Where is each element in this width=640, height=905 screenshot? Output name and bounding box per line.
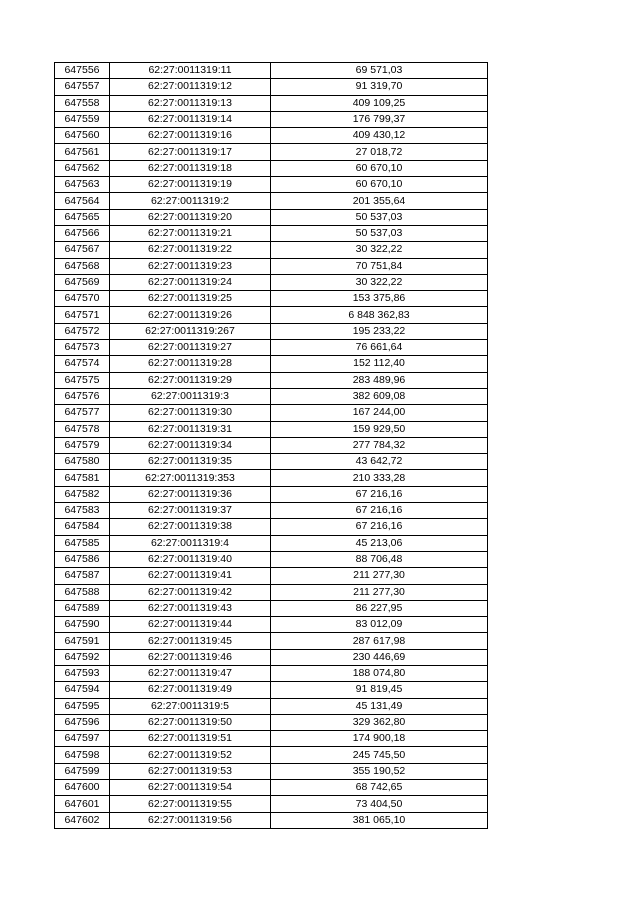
value-cell: 409 430,12 — [271, 128, 488, 144]
row-number-cell: 647583 — [55, 503, 110, 519]
value-cell: 67 216,16 — [271, 486, 488, 502]
cadastral-number-cell: 62:27:0011319:51 — [110, 731, 271, 747]
value-cell: 83 012,09 — [271, 617, 488, 633]
table-row — [55, 372, 488, 388]
row-number-cell: 647597 — [55, 731, 110, 747]
row-number-cell: 647558 — [55, 95, 110, 111]
value-cell: 287 617,98 — [271, 633, 488, 649]
row-number-cell: 647599 — [55, 763, 110, 779]
row-number-cell: 647574 — [55, 356, 110, 372]
value-cell: 382 609,08 — [271, 388, 488, 404]
table-row — [55, 193, 488, 209]
value-cell: 277 784,32 — [271, 437, 488, 453]
value-cell: 73 404,50 — [271, 796, 488, 812]
value-cell: 409 109,25 — [271, 95, 488, 111]
table-row — [55, 780, 488, 796]
value-cell: 195 233,22 — [271, 323, 488, 339]
row-number-cell: 647584 — [55, 519, 110, 535]
row-number-cell: 647589 — [55, 600, 110, 616]
cadastral-number-cell: 62:27:0011319:11 — [110, 63, 271, 79]
cadastral-number-cell: 62:27:0011319:17 — [110, 144, 271, 160]
cadastral-number-cell: 62:27:0011319:27 — [110, 340, 271, 356]
row-number-cell: 647567 — [55, 242, 110, 258]
value-cell: 329 362,80 — [271, 714, 488, 730]
value-cell: 176 799,37 — [271, 111, 488, 127]
table-row — [55, 747, 488, 763]
row-number-cell: 647568 — [55, 258, 110, 274]
row-number-cell: 647564 — [55, 193, 110, 209]
value-cell: 174 900,18 — [271, 731, 488, 747]
table-row — [55, 421, 488, 437]
value-cell: 30 322,22 — [271, 274, 488, 290]
cadastral-number-cell: 62:27:0011319:23 — [110, 258, 271, 274]
table-row — [55, 617, 488, 633]
table-row — [55, 812, 488, 828]
cadastral-number-cell: 62:27:0011319:50 — [110, 714, 271, 730]
row-number-cell: 647576 — [55, 388, 110, 404]
row-number-cell: 647594 — [55, 682, 110, 698]
cadastral-number-cell: 62:27:0011319:44 — [110, 617, 271, 633]
value-cell: 188 074,80 — [271, 665, 488, 681]
cadastral-number-cell: 62:27:0011319:22 — [110, 242, 271, 258]
row-number-cell: 647561 — [55, 144, 110, 160]
table-row — [55, 242, 488, 258]
row-number-cell: 647602 — [55, 812, 110, 828]
table-row — [55, 796, 488, 812]
table-row — [55, 177, 488, 193]
value-cell: 245 745,50 — [271, 747, 488, 763]
table-row — [55, 682, 488, 698]
row-number-cell: 647588 — [55, 584, 110, 600]
cadastral-number-cell: 62:27:0011319:30 — [110, 405, 271, 421]
cadastral-number-cell: 62:27:0011319:16 — [110, 128, 271, 144]
value-cell: 50 537,03 — [271, 225, 488, 241]
row-number-cell: 647580 — [55, 454, 110, 470]
cadastral-number-cell: 62:27:0011319:54 — [110, 780, 271, 796]
row-number-cell: 647562 — [55, 160, 110, 176]
table-row — [55, 503, 488, 519]
cadastral-number-cell: 62:27:0011319:53 — [110, 763, 271, 779]
cadastral-number-cell: 62:27:0011319:29 — [110, 372, 271, 388]
cadastral-number-cell: 62:27:0011319:52 — [110, 747, 271, 763]
cadastral-number-cell: 62:27:0011319:4 — [110, 535, 271, 551]
cadastral-number-cell: 62:27:0011319:3 — [110, 388, 271, 404]
value-cell: 91 819,45 — [271, 682, 488, 698]
cadastral-number-cell: 62:27:0011319:26 — [110, 307, 271, 323]
row-number-cell: 647593 — [55, 665, 110, 681]
row-number-cell: 647596 — [55, 714, 110, 730]
value-cell: 86 227,95 — [271, 600, 488, 616]
cadastral-number-cell: 62:27:0011319:55 — [110, 796, 271, 812]
cadastral-number-cell: 62:27:0011319:28 — [110, 356, 271, 372]
row-number-cell: 647575 — [55, 372, 110, 388]
value-cell: 355 190,52 — [271, 763, 488, 779]
table-row — [55, 291, 488, 307]
table-row — [55, 714, 488, 730]
value-cell: 60 670,10 — [271, 160, 488, 176]
table-row — [55, 95, 488, 111]
value-cell: 283 489,96 — [271, 372, 488, 388]
cadastral-number-cell: 62:27:0011319:19 — [110, 177, 271, 193]
table-row — [55, 307, 488, 323]
row-number-cell: 647582 — [55, 486, 110, 502]
table-row — [55, 698, 488, 714]
table-row — [55, 144, 488, 160]
cadastral-number-cell: 62:27:0011319:18 — [110, 160, 271, 176]
value-cell: 211 277,30 — [271, 568, 488, 584]
row-number-cell: 647579 — [55, 437, 110, 453]
row-number-cell: 647565 — [55, 209, 110, 225]
table-row — [55, 568, 488, 584]
value-cell: 27 018,72 — [271, 144, 488, 160]
row-number-cell: 647595 — [55, 698, 110, 714]
cadastral-number-cell: 62:27:0011319:38 — [110, 519, 271, 535]
row-number-cell: 647560 — [55, 128, 110, 144]
row-number-cell: 647569 — [55, 274, 110, 290]
table-row — [55, 551, 488, 567]
table-row — [55, 356, 488, 372]
row-number-cell: 647586 — [55, 551, 110, 567]
row-number-cell: 647556 — [55, 63, 110, 79]
cadastral-number-cell: 62:27:0011319:14 — [110, 111, 271, 127]
row-number-cell: 647590 — [55, 617, 110, 633]
row-number-cell: 647600 — [55, 780, 110, 796]
table-row — [55, 763, 488, 779]
value-cell: 67 216,16 — [271, 503, 488, 519]
row-number-cell: 647591 — [55, 633, 110, 649]
table-row — [55, 649, 488, 665]
cadastral-number-cell: 62:27:0011319:40 — [110, 551, 271, 567]
document-sheet — [54, 62, 488, 829]
table-row — [55, 225, 488, 241]
cadastral-number-cell: 62:27:0011319:31 — [110, 421, 271, 437]
value-cell: 88 706,48 — [271, 551, 488, 567]
row-number-cell: 647557 — [55, 79, 110, 95]
value-cell: 68 742,65 — [271, 780, 488, 796]
table-row — [55, 160, 488, 176]
value-cell: 30 322,22 — [271, 242, 488, 258]
table-row — [55, 209, 488, 225]
row-number-cell: 647587 — [55, 568, 110, 584]
row-number-cell: 647601 — [55, 796, 110, 812]
row-number-cell: 647571 — [55, 307, 110, 323]
cadastral-number-cell: 62:27:0011319:13 — [110, 95, 271, 111]
value-cell: 201 355,64 — [271, 193, 488, 209]
table-row — [55, 111, 488, 127]
cadastral-number-cell: 62:27:0011319:20 — [110, 209, 271, 225]
table-row — [55, 405, 488, 421]
table-row — [55, 63, 488, 79]
row-number-cell: 647598 — [55, 747, 110, 763]
table-row — [55, 600, 488, 616]
table-row — [55, 79, 488, 95]
table-row — [55, 437, 488, 453]
table-body — [55, 63, 488, 829]
cadastral-value-table — [54, 62, 488, 829]
value-cell: 69 571,03 — [271, 63, 488, 79]
table-row — [55, 128, 488, 144]
row-number-cell: 647581 — [55, 470, 110, 486]
cadastral-number-cell: 62:27:0011319:267 — [110, 323, 271, 339]
row-number-cell: 647578 — [55, 421, 110, 437]
value-cell: 210 333,28 — [271, 470, 488, 486]
table-row — [55, 454, 488, 470]
cadastral-number-cell: 62:27:0011319:35 — [110, 454, 271, 470]
value-cell: 43 642,72 — [271, 454, 488, 470]
cadastral-number-cell: 62:27:0011319:47 — [110, 665, 271, 681]
value-cell: 152 112,40 — [271, 356, 488, 372]
value-cell: 6 848 362,83 — [271, 307, 488, 323]
table-row — [55, 731, 488, 747]
value-cell: 70 751,84 — [271, 258, 488, 274]
table-row — [55, 519, 488, 535]
row-number-cell: 647585 — [55, 535, 110, 551]
cadastral-number-cell: 62:27:0011319:56 — [110, 812, 271, 828]
cadastral-number-cell: 62:27:0011319:36 — [110, 486, 271, 502]
value-cell: 167 244,00 — [271, 405, 488, 421]
table-row — [55, 323, 488, 339]
cadastral-number-cell: 62:27:0011319:43 — [110, 600, 271, 616]
cadastral-number-cell: 62:27:0011319:46 — [110, 649, 271, 665]
value-cell: 230 446,69 — [271, 649, 488, 665]
table-row — [55, 274, 488, 290]
cadastral-number-cell: 62:27:0011319:45 — [110, 633, 271, 649]
value-cell: 45 213,06 — [271, 535, 488, 551]
row-number-cell: 647577 — [55, 405, 110, 421]
value-cell: 153 375,86 — [271, 291, 488, 307]
cadastral-number-cell: 62:27:0011319:49 — [110, 682, 271, 698]
cadastral-number-cell: 62:27:0011319:21 — [110, 225, 271, 241]
cadastral-number-cell: 62:27:0011319:24 — [110, 274, 271, 290]
table-row — [55, 535, 488, 551]
table-row — [55, 258, 488, 274]
cadastral-number-cell: 62:27:0011319:34 — [110, 437, 271, 453]
value-cell: 91 319,70 — [271, 79, 488, 95]
row-number-cell: 647559 — [55, 111, 110, 127]
table-row — [55, 665, 488, 681]
cadastral-number-cell: 62:27:0011319:41 — [110, 568, 271, 584]
row-number-cell: 647573 — [55, 340, 110, 356]
cadastral-number-cell: 62:27:0011319:37 — [110, 503, 271, 519]
row-number-cell: 647572 — [55, 323, 110, 339]
value-cell: 60 670,10 — [271, 177, 488, 193]
cadastral-number-cell: 62:27:0011319:42 — [110, 584, 271, 600]
table-row — [55, 340, 488, 356]
cadastral-number-cell: 62:27:0011319:2 — [110, 193, 271, 209]
row-number-cell: 647570 — [55, 291, 110, 307]
table-row — [55, 470, 488, 486]
value-cell: 211 277,30 — [271, 584, 488, 600]
cadastral-number-cell: 62:27:0011319:25 — [110, 291, 271, 307]
value-cell: 50 537,03 — [271, 209, 488, 225]
value-cell: 67 216,16 — [271, 519, 488, 535]
cadastral-number-cell: 62:27:0011319:5 — [110, 698, 271, 714]
value-cell: 159 929,50 — [271, 421, 488, 437]
value-cell: 381 065,10 — [271, 812, 488, 828]
value-cell: 76 661,64 — [271, 340, 488, 356]
row-number-cell: 647563 — [55, 177, 110, 193]
row-number-cell: 647566 — [55, 225, 110, 241]
table-row — [55, 486, 488, 502]
cadastral-number-cell: 62:27:0011319:12 — [110, 79, 271, 95]
table-row — [55, 584, 488, 600]
row-number-cell: 647592 — [55, 649, 110, 665]
table-row — [55, 388, 488, 404]
table-row — [55, 633, 488, 649]
value-cell: 45 131,49 — [271, 698, 488, 714]
cadastral-number-cell: 62:27:0011319:353 — [110, 470, 271, 486]
